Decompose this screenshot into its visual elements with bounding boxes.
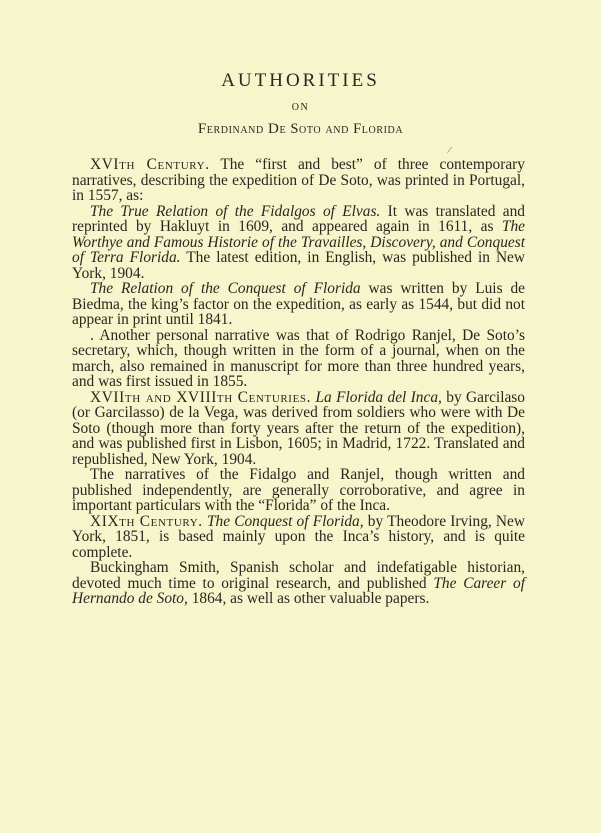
section-label: XIXth Century.: [90, 512, 203, 530]
work-title: The Relation of the Conquest of Florida: [90, 280, 361, 297]
paragraph-19th-century: [72, 514, 525, 561]
work-title: La Florida del Inca,: [315, 388, 442, 406]
subtitle-part-1: erdinand: [206, 121, 269, 137]
paragraph-biedma-relation: [72, 281, 525, 328]
work-title: The Career of Hernando de Soto,: [72, 574, 525, 607]
paragraph-text: by Garcilaso (or Garcilasso) de la Vega, was derived from soldiers who were with De Soto (though more than forty years after the return of the expedition), and was published first in Lisbon, 1605; in Madrid, 1722. Translated and republished, New York, 1904.: [72, 388, 525, 468]
paragraph-text: The latest edition, in English, was published in New York, 1904.: [72, 249, 526, 282]
subtitle-initial-1: F: [197, 121, 207, 137]
paragraph-text: by Theodore Irving, New York, 1851, is based mainly upon the Inca’s history, and is quite complete.: [72, 512, 525, 561]
paragraph-buckingham-smith: [72, 560, 525, 607]
page-subtitle: [0, 121, 601, 138]
title-connector: ON: [291, 102, 310, 113]
page-title: AUTHORITIES: [221, 70, 380, 91]
paragraph-narratives-comparison: [72, 467, 525, 514]
section-label: XVIth Century.: [90, 156, 210, 173]
work-title: The Conquest of Florida,: [206, 512, 364, 530]
subtitle-initial-2: D: [268, 121, 280, 137]
body-text: [72, 157, 525, 607]
section-label: XVIIth and XVIIIth Centuries.: [90, 388, 312, 406]
paragraph-text: It was translated and reprinted by Hakluyt in 1609, and appeared again in 1611, as: [72, 202, 526, 235]
paragraph-text: . Another personal narrative was that of Rodrigo Ranjel, De Soto’s secretary, which, though written in the form of a journal, when on the march, also remained in manuscript for more than three hundred years, and was first issued in 1855.: [72, 326, 525, 390]
subtitle-part-3: Soto and Florida: [290, 121, 404, 137]
paragraph-text: The “first and best” of three contemporary narratives, describing the expedition of De Soto, was printed in Portugal, in 1557, as:: [72, 156, 525, 204]
work-title: The Worthye and Famous Historie of the Travailles, Discovery, and Conquest of Terra Florida.: [72, 218, 525, 266]
paragraph-16th-century: [72, 157, 525, 204]
margin-pencil-mark: /: [446, 144, 453, 157]
work-title: The True Relation of the Fidalgos of Elvas.: [90, 202, 381, 220]
paragraph-17th-18th-centuries: [72, 390, 525, 468]
paragraph-text: Buckingham Smith, Spanish scholar and indefatigable historian, devoted much time to original research, and published: [72, 559, 525, 592]
subtitle-part-2: e: [279, 121, 291, 137]
paragraph-text: was written by Luis de Biedma, the king’s factor on the expedition, as early as 1544, but did not appear in print until 1841.: [72, 280, 525, 328]
paragraph-elvas-relation: [72, 204, 525, 282]
paragraph-text: The narratives of the Fidalgo and Ranjel, though written and published independently, are generally corroborative, and agree in important particulars with the “Florida” of the Inca.: [72, 466, 525, 514]
paragraph-text: 1864, as well as other valuable papers.: [187, 590, 430, 607]
paragraph-ranjel-narrative: [72, 328, 525, 390]
